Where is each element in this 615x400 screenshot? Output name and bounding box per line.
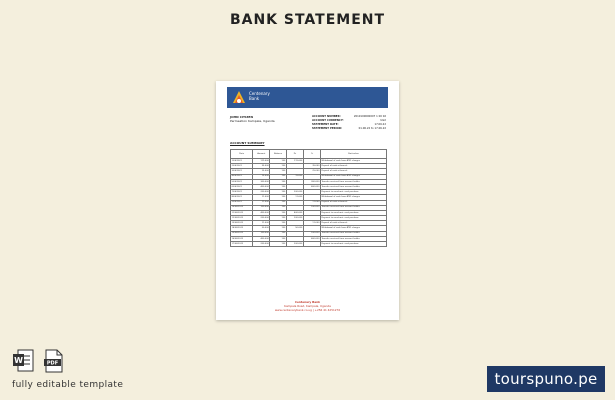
table-cell: 11,000: [303, 200, 320, 205]
table-cell: 25,000: [303, 169, 320, 174]
table-cell: Transfer received from account holder: [320, 184, 386, 189]
table-cell: 200,000: [253, 190, 270, 195]
table-cell: 14/06/2022: [231, 226, 253, 231]
table-cell: 2/06/2022: [231, 164, 253, 169]
table-cell: 16/06/2022: [231, 236, 253, 241]
table-cell: [303, 242, 320, 247]
table-cell: 11,000: [253, 200, 270, 205]
info-value: UGX: [380, 119, 386, 122]
table-cell: Deposit of cash at branch: [320, 169, 386, 174]
bank-header: [227, 87, 388, 108]
column-header: Amount: [253, 150, 270, 159]
svg-text:W: W: [14, 356, 23, 365]
table-cell: 11,000: [286, 195, 303, 200]
info-value: 01.06.22 to 17.06.22: [358, 127, 386, 130]
table-cell: 8/06/2022: [231, 195, 253, 200]
table-cell: 150: [270, 242, 287, 247]
table-cell: 35,000: [303, 164, 320, 169]
table-cell: Withdrawal of cash from ATM, charges: [320, 195, 386, 200]
table-cell: 400,000: [253, 184, 270, 189]
table-cell: 11,000: [303, 221, 320, 226]
account-holder: [230, 115, 275, 123]
table-cell: Deposit of cash at branch: [320, 200, 386, 205]
footer-contact: www.centenarybank.co.ug | +256 41 4251276: [274, 308, 341, 312]
table-cell: 200,000: [286, 216, 303, 221]
table-cell: 15,000: [253, 174, 270, 179]
table-cell: 200,000: [253, 216, 270, 221]
table-cell: 300,000: [303, 179, 320, 184]
table-header-row: [231, 150, 387, 159]
table-cell: Withdrawal of cash from ATM, charges: [320, 226, 386, 231]
table-cell: Transfer received from account holder: [320, 231, 386, 236]
transactions-table: [230, 149, 387, 247]
info-key: ACCOUNT CURRENCY:: [312, 119, 344, 122]
pdf-icon[interactable]: [43, 349, 64, 373]
table-cell: 150: [270, 221, 287, 226]
table-cell: 200,000: [253, 242, 270, 247]
table-cell: Payment to merchant, card purchase: [320, 242, 386, 247]
table-cell: 150: [270, 164, 287, 169]
table-cell: 150: [270, 169, 287, 174]
table-cell: 150: [270, 159, 287, 164]
summary-title: ACCOUNT SUMMARY: [230, 141, 265, 145]
table-cell: 300,000: [253, 179, 270, 184]
table-cell: 150: [270, 184, 287, 189]
table-cell: 119,000: [253, 159, 270, 164]
table-cell: 17/06/2022: [231, 242, 253, 247]
table-cell: Withdrawal of cash from ATM, charges: [320, 174, 386, 179]
table-cell: 200,000: [286, 190, 303, 195]
table-cell: 11,000: [253, 195, 270, 200]
statement-preview: [216, 81, 399, 320]
column-header: Dr: [286, 150, 303, 159]
table-cell: 100,000: [253, 231, 270, 236]
brand-badge[interactable]: tourspuno.pe: [487, 366, 605, 392]
table-cell: 5/06/2022: [231, 179, 253, 184]
table-cell: 150: [270, 226, 287, 231]
table-cell: 15/06/2022: [231, 231, 253, 236]
statement-footer: [216, 300, 399, 312]
table-cell: Payment to merchant, card purchase: [320, 190, 386, 195]
column-header: Cr: [303, 150, 320, 159]
table-cell: 150: [270, 216, 287, 221]
info-key: STATEMENT DATE:: [312, 123, 339, 126]
table-cell: Deposit of cash at branch: [320, 164, 386, 169]
table-cell: 1/06/2022: [231, 159, 253, 164]
table-cell: 400,000: [303, 236, 320, 241]
word-icon[interactable]: [13, 349, 34, 373]
table-cell: 150: [270, 231, 287, 236]
table-cell: 3/06/2022: [231, 169, 253, 174]
svg-text:PDF: PDF: [46, 360, 59, 367]
table-cell: 50,000: [286, 226, 303, 231]
table-cell: 400,000: [253, 236, 270, 241]
table-cell: 150: [270, 195, 287, 200]
column-header: Balance: [270, 150, 287, 159]
table-cell: 100,000: [253, 205, 270, 210]
table-cell: Payment to merchant, card purchase: [320, 210, 386, 215]
table-cell: 35,000: [253, 164, 270, 169]
column-header: Particulars: [320, 150, 386, 159]
table-cell: 7/06/2022: [231, 190, 253, 195]
bank-logo-icon: [232, 90, 246, 104]
table-cell: 15,000: [286, 174, 303, 179]
table-cell: 400,000: [286, 210, 303, 215]
table-row: [231, 242, 387, 247]
table-cell: 6/06/2022: [231, 184, 253, 189]
table-cell: 150: [270, 210, 287, 215]
holder-address: Permeation Kampala, Uganda: [230, 119, 275, 123]
footer-address: Kampala Road, Kampala, Uganda: [284, 304, 331, 308]
holder-name: JOHN CITIZEN: [230, 115, 253, 119]
footer-bank-name: Centenary Bank: [294, 300, 321, 304]
table-cell: 100,000: [303, 205, 320, 210]
table-cell: Withdrawal of cash from ATM, charges: [320, 159, 386, 164]
table-cell: 119,000: [286, 159, 303, 164]
table-cell: 400,000: [303, 184, 320, 189]
table-cell: 100,000: [303, 231, 320, 236]
table-cell: 400,000: [253, 210, 270, 215]
table-cell: Deposit of cash at branch: [320, 221, 386, 226]
info-value: 2010100000007 1 00 02: [353, 115, 386, 118]
table-cell: Transfer received from account holder: [320, 205, 386, 210]
page-title: BANK STATEMENT: [229, 12, 386, 28]
table-cell: 11/06/2022: [231, 210, 253, 215]
table-cell: 200,000: [286, 242, 303, 247]
table-cell: 13/06/2022: [231, 221, 253, 226]
table-cell: Transfer received from account holder: [320, 236, 386, 241]
table-cell: 150: [270, 179, 287, 184]
table-cell: 150: [270, 200, 287, 205]
table-cell: 150: [270, 174, 287, 179]
info-key: ACCOUNT NUMBER:: [312, 115, 341, 118]
table-cell: 150: [270, 190, 287, 195]
table-cell: 11,000: [253, 221, 270, 226]
table-cell: 25,000: [253, 169, 270, 174]
table-cell: 4/06/2022: [231, 174, 253, 179]
column-header: Date: [231, 150, 253, 159]
table-cell: 150: [270, 236, 287, 241]
table-cell: Transfer received from account holder: [320, 179, 386, 184]
table-cell: 50,000: [253, 226, 270, 231]
table-cell: 9/06/2022: [231, 200, 253, 205]
table-cell: 10/06/2022: [231, 205, 253, 210]
table-cell: 150: [270, 205, 287, 210]
table-cell: Payment to merchant, card purchase: [320, 216, 386, 221]
account-info: [312, 115, 386, 131]
bank-name: Centenary Bank: [249, 91, 270, 101]
table-cell: 12/06/2022: [231, 216, 253, 221]
info-value: 17.06.22: [374, 123, 386, 126]
info-key: STATEMENT PERIOD:: [312, 127, 343, 130]
editable-label: fully editable template: [12, 380, 124, 390]
